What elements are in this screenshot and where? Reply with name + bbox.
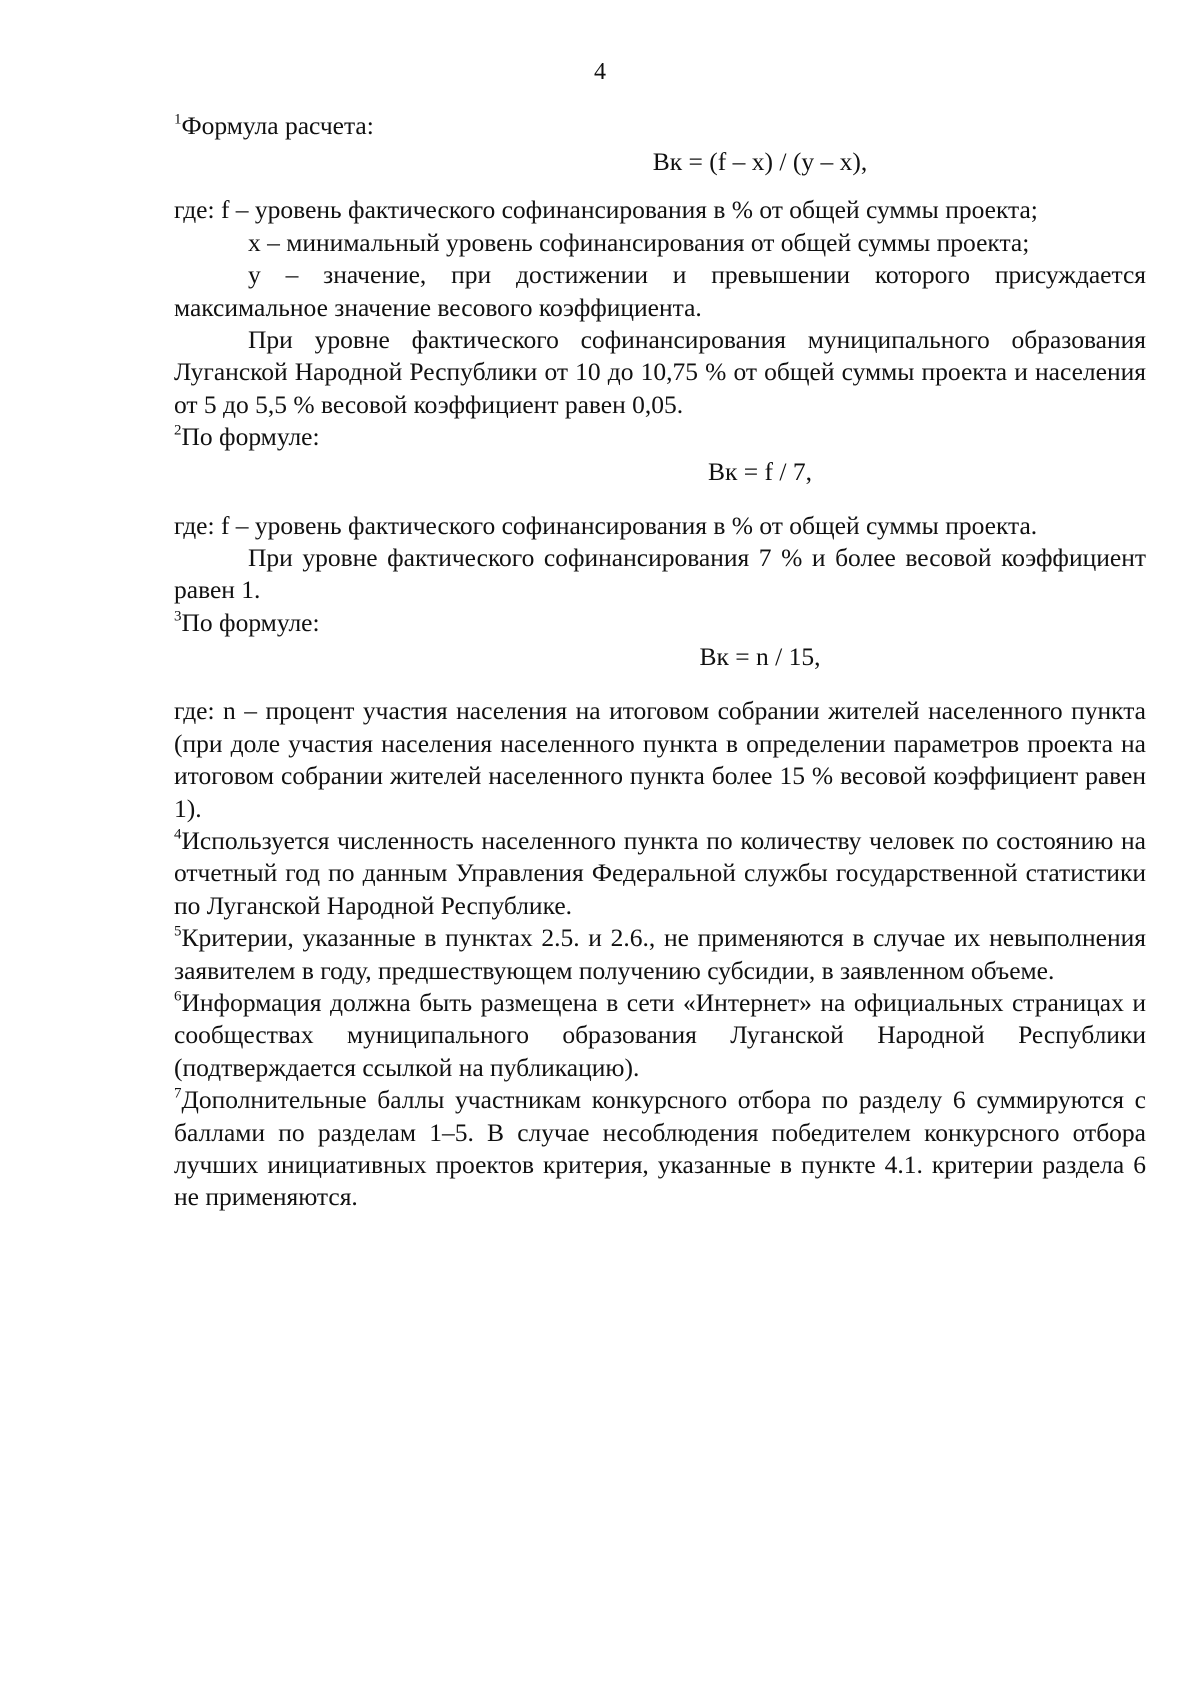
footnote-2-where-f: где: f – уровень фактического софинансирования в % от общей суммы проекта. bbox=[174, 510, 1038, 540]
footnote-1-where-y: y – значение, при достижении и превышении которого присуждается максимальное значение весового коэффициента. bbox=[174, 260, 1146, 322]
footnote-marker: 1 bbox=[174, 111, 182, 128]
footnote-3-intro-text: По формуле: bbox=[181, 607, 320, 637]
footnote-7-text: Дополнительные баллы участникам конкурсного отбора по разделу 6 суммируются с баллами по разделам 1–5. В случае несоблюдения победителем конкурсного отбора лучших инициативных проектов критерия, указанные в пункте 4.1. критерии раздела 6 не применяются. bbox=[174, 1085, 1146, 1212]
formula-3: Вк = n / 15, bbox=[699, 642, 821, 672]
footnote-1-where-x: x – минимальный уровень софинансирования от общей суммы проекта; bbox=[248, 227, 1030, 257]
footnote-2-intro-text: По формуле: bbox=[181, 422, 320, 452]
footnote-marker: 5 bbox=[174, 923, 182, 940]
footnote-1-note: При уровне фактического софинансирования муниципального образования Луганской Народной Республики от 10 до 10,75 % от общей суммы проекта и населения от 5 до 5,5 % весовой коэффициент равен 0,05. bbox=[174, 325, 1146, 419]
footnote-7 bbox=[174, 1084, 1146, 1214]
footnote-marker: 3 bbox=[174, 608, 182, 625]
footnote-5-text: Критерии, указанные в пунктах 2.5. и 2.6., не применяются в случае их невыполнения заявителем в году, предшествующем получению субсидии, в заявленном объеме. bbox=[174, 923, 1146, 985]
footnotes-body bbox=[174, 110, 1146, 1214]
page-number: 4 bbox=[594, 59, 606, 85]
footnote-5 bbox=[174, 922, 1146, 987]
footnote-2-note: При уровне фактического софинансирования 7 % и более весовой коэффициент равен 1. bbox=[174, 543, 1146, 605]
footnote-3-intro bbox=[174, 607, 1146, 639]
footnote-marker: 7 bbox=[174, 1085, 182, 1102]
footnote-4 bbox=[174, 825, 1146, 922]
formula-2: Вк = f / 7, bbox=[708, 456, 812, 486]
footnote-marker: 6 bbox=[174, 988, 182, 1005]
footnote-1-intro-text: Формула расчета: bbox=[181, 111, 374, 140]
footnote-marker: 2 bbox=[174, 422, 182, 439]
footnote-6-text: Информация должна быть размещена в сети «Интернет» на официальных страницах и сообществах муниципального образования Луганской Народной Республики (подтверждается ссылкой на публикацию). bbox=[174, 987, 1146, 1082]
footnote-1-intro bbox=[174, 110, 1146, 142]
footnote-4-text: Используется численность населенного пункта по количеству человек по состоянию на отчетный год по данным Управления Федеральной службы государственной статистики по Луганской Народной Республике. bbox=[174, 825, 1146, 920]
footnote-1-where-f: где: f – уровень фактического софинансирования в % от общей суммы проекта; bbox=[174, 195, 1038, 225]
footnote-2-intro bbox=[174, 421, 1146, 453]
footnote-3-where-n: где: n – процент участия населения на итоговом собрании жителей населенного пункта (при доле участия населения населенного пункта в определении параметров проекта на итоговом собрании жителей населенного пункта более 15 % весовой коэффициент равен 1). bbox=[174, 696, 1146, 823]
footnote-6 bbox=[174, 987, 1146, 1084]
footnote-marker: 4 bbox=[174, 826, 182, 843]
formula-1: Вк = (f – x) / (y – x), bbox=[652, 147, 868, 177]
